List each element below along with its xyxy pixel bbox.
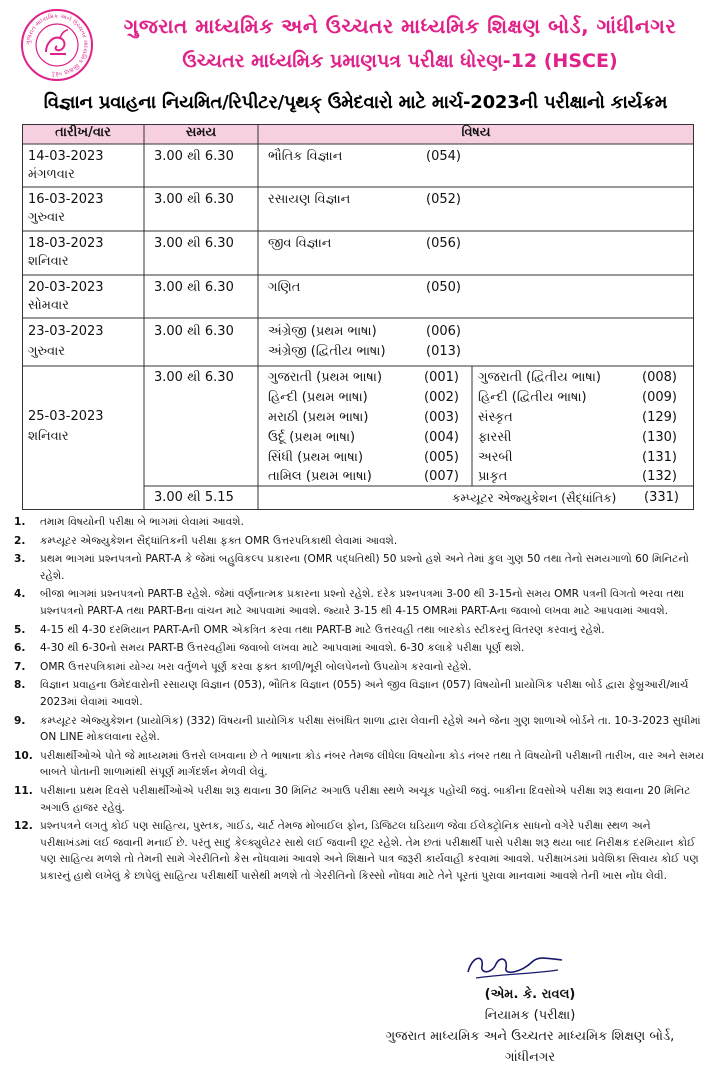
instruction-item — [14, 514, 704, 531]
instruction-number: 8. — [14, 679, 26, 692]
instructions-list — [14, 514, 704, 886]
row-date: 25-03-2023 — [28, 409, 104, 424]
instruction-text: પરીક્ષાના પ્રથમ દિવસે પરીક્ષાર્થીઓએ પરીક્ષા શરૂ થવાના 30 મિનિટ અગાઉ પરીક્ષા સ્થળે અચૂક પહોંચી જવું. બાકીના દિવસોએ પરીક્ષા શરૂ થવાના 20 મિનિટ અગાઉ હાજર રહેવું. — [40, 784, 691, 814]
language-subject-code: (008) — [642, 370, 677, 385]
exam-schedule-table — [22, 124, 694, 510]
instruction-item — [14, 783, 704, 816]
language-subject-code: (003) — [424, 410, 459, 425]
row-time: 3.00 થી 6.30 — [154, 149, 234, 164]
row-day: ગુરુવાર — [28, 210, 66, 225]
board-title: ગુજરાત માધ્યમિક અને ઉચ્ચતર માધ્યમિક શિક્ષણ બોર્ડ, ગાંધીનગર — [123, 14, 677, 38]
language-subject-name: ફારસી — [478, 430, 512, 445]
row-date: 16-03-2023 — [28, 192, 104, 207]
row-time: 3.00 થી 6.30 — [154, 280, 234, 295]
instruction-text: કમ્પ્યૂટર એજ્યુકેશન સૈદ્ધાંતિકની પરીક્ષા ફક્ત OMR ઉત્તરપત્રિકાથી લેવામાં આવશે. — [40, 534, 398, 547]
header-time: સમય — [185, 125, 217, 140]
row-day: સોમવાર — [28, 298, 69, 313]
instruction-item — [14, 818, 704, 884]
computer-subject-code: (331) — [644, 490, 679, 505]
instruction-number: 10. — [14, 749, 33, 762]
instruction-number: 6. — [14, 642, 26, 655]
row-time: 3.00 થી 5.15 — [154, 490, 234, 505]
instruction-text: 4-30 થી 6-30નો સમય PART-B ઉત્તરવહીમાં જવાબો લખવા માટે આપવામાં આવશે. 6-30 કલાકે પરીક્ષા પૂર્ણ થશે. — [40, 642, 525, 655]
instruction-item — [14, 748, 704, 781]
language-subject-name: ગુજરાતી (દ્વિતીય ભાષા) — [478, 370, 601, 385]
subject-name: અંગ્રેજી (દ્વિતીય ભાષા) — [268, 344, 386, 359]
subject-code: (054) — [426, 149, 461, 164]
instruction-text: પરીક્ષાર્થીઓએ પોતે જે માધ્યમમાં ઉત્તરો લખવાના છે તે ભાષાના કોડ નંબર તેમજ લીધેલા વિષયોના કોડ નંબર તથા તે વિષયોની પરીક્ષાની તારીખ, વાર અને સમય બાબતે પોતાની શાળામાંથી સંપૂર્ણ માર્ગદર્શન મેળવી લેવું. — [40, 749, 704, 779]
instruction-item — [14, 659, 704, 676]
language-subject-code: (007) — [424, 469, 459, 484]
language-subject-name: સંસ્કૃત — [478, 410, 513, 425]
language-subject-name: અરબી — [478, 450, 513, 465]
language-subject-name: ગુજરાતી (પ્રથમ ભાષા) — [268, 370, 383, 385]
signatory-city: ગાંધીનગર — [504, 1050, 556, 1065]
subject-name: ગણિત — [268, 280, 301, 295]
signatory-organization: ગુજરાત માધ્યમિક અને ઉચ્ચતર માધ્યમિક શિક્ષણ બોર્ડ, — [385, 1029, 675, 1044]
instruction-item — [14, 586, 704, 619]
instruction-text: વિજ્ઞાન પ્રવાહના ઉમેદવારોની રસાયણ વિજ્ઞાન (053), ભૌતિક વિજ્ઞાન (055) અને જીવ વિજ્ઞાન (057) વિષયોની પ્રાયોગિક પરીક્ષા બોર્ડ દ્વારા ફેબ્રુઆરી/માર્ચ 2023માં લેવામાં આવશે. — [40, 679, 689, 708]
instruction-number: 2. — [14, 534, 26, 547]
row-time: 3.00 થી 6.30 — [154, 324, 234, 339]
subject-name: અંગ્રેજી (પ્રથમ ભાષા) — [268, 324, 377, 339]
svg-text:ગુજરાત માધ્યમિક અને ઉચ્ચતર માધ: ગુજરાત માધ્યમિક અને ઉચ્ચતર માધ્યમિક શિક્ષણ બોર્ડ — [24, 12, 90, 78]
language-subject-name: તામિલ (પ્રથમ ભાષા) — [268, 469, 372, 484]
signatory-block — [380, 984, 680, 1068]
language-subject-code: (009) — [642, 390, 677, 405]
subject-code: (006) — [426, 324, 461, 339]
computer-subject-name: કમ્પ્યૂટર એજ્યુકેશન (સૈદ્ધાંતિક) — [452, 491, 617, 505]
subject-code: (052) — [426, 192, 461, 207]
instruction-number: 12. — [14, 820, 33, 833]
instruction-item — [14, 533, 704, 550]
language-subject-name: હિન્દી (પ્રથમ ભાષા) — [268, 390, 368, 405]
language-subject-code: (005) — [424, 450, 459, 465]
subject-name: રસાયણ વિજ્ઞાન — [268, 192, 351, 207]
subject-code: (050) — [426, 280, 461, 295]
instruction-item — [14, 677, 704, 710]
row-date: 23-03-2023 — [28, 324, 104, 339]
row-time: 3.00 થી 6.30 — [154, 370, 234, 385]
language-subject-code: (004) — [424, 430, 459, 445]
instruction-text: 4-15 થી 4-30 દરમિયાન PART-Aની OMR એકત્રિત કરવા તથા PART-B માટે ઉત્તરવહી તથા બારકોડ સ્ટીકરનું વિતરણ કરવાનું રહેશે. — [40, 623, 605, 636]
instruction-text: OMR ઉત્તરપત્રિકામાં યોગ્ય ખરા વર્તુળને પૂર્ણ કરવા ફક્ત કાળી/ભૂરી બોલપેનનો ઉપયોગ કરવાનો રહેશે. — [40, 660, 472, 673]
header-subject: વિષય — [461, 125, 491, 140]
instruction-item — [14, 622, 704, 639]
language-subject-code: (131) — [642, 450, 677, 465]
row-time: 3.00 થી 6.30 — [154, 192, 234, 207]
instruction-number: 5. — [14, 623, 26, 636]
schedule-subtitle: વિજ્ઞાન પ્રવાહના નિયમિત/રિપીટર/પૃથક્ ઉમેદવારો માટે માર્ચ-2023ની પરીક્ષાનો કાર્યક્રમ — [43, 92, 668, 113]
language-subject-name: પ્રાકૃત — [478, 469, 508, 484]
instruction-text: પ્રશ્નપત્રને લગતું કોઈ પણ સાહિત્ય, પુસ્તક, ગાઈડ, ચાર્ટ તેમજ મોબાઈલ ફોન, ડિજિટલ ઘડિયાળ જેવા ઈલેક્ટ્રોનિક સાધનો વગેરે પરીક્ષા સ્થળ અને પરીક્ષાખંડમાં લઈ જવાની મનાઈ છે. પરંતુ સાદું કેલ્ક્યુલેટર સાથે લઈ જવાની છૂટ રહેશે. તેમ છતાં પરીક્ષાર્થી પાસે પરીક્ષા શરૂ થયા બાદ નિરીક્ષક દરમિયાન કોઈ પણ સાહિત્ય મળશે તો તેમની સામે ગેરરીતિનો કેસ નોંધવામાં આવશે અને શિક્ષાને પાત્ર જરૂરી કાર્યવાહી કરવામાં આવશે. પરીક્ષાખંડમાં પ્રવેશિકા સિવાય કોઈ પણ પ્રકારનું હાથે લખેલું કે છાપેલું સાહિત્ય પરીક્ષાર્થી પાસેથી મળશે તો ગેરરીતિનો કિસ્સો નોંધવા માટે તેને પૂરતાં પુરાવા માનવામાં આવશે તેની ખાસ નોંધ લેવી. — [40, 820, 699, 882]
subject-code: (013) — [426, 344, 461, 359]
instruction-text: કમ્પ્યૂટર એજ્યુકેશન (પ્રાયોગિક) (332) વિષયની પ્રાયોગિક પરીક્ષા સંબંધિત શાળા દ્વારા લેવાની રહેશે અને જેના ગુણ શાળાએ બોર્ડને તા. 10-3-2023 સુધીમાં ON LINE મોકલવાના રહેશે. — [40, 714, 701, 744]
row-day: ગુરુવાર — [28, 344, 66, 359]
instruction-number: 11. — [14, 784, 33, 797]
instruction-number: 9. — [14, 714, 26, 727]
instruction-text: તમામ વિષયોની પરીક્ષા બે ભાગમાં લેવામાં આવશે. — [40, 516, 244, 528]
subject-name: જીવ વિજ્ઞાન — [268, 236, 332, 251]
row-day: મંગળવાર — [28, 167, 75, 182]
row-day: શનિવાર — [28, 429, 69, 444]
instruction-number: 1. — [14, 516, 26, 528]
instruction-item — [14, 713, 704, 746]
subject-code: (056) — [426, 236, 461, 251]
instruction-number: 7. — [14, 660, 26, 673]
language-subject-name: ઉર્દૂ (પ્રથમ ભાષા) — [268, 430, 356, 445]
language-subject-code: (130) — [642, 430, 677, 445]
signature-mark — [462, 948, 572, 984]
language-subject-name: સિંધી (પ્રથમ ભાષા) — [268, 450, 364, 465]
row-date: 20-03-2023 — [28, 280, 104, 295]
exam-title: ઉચ્ચતર માધ્યમિક પ્રમાણપત્ર પરીક્ષા ધોરણ-12 (HSCE) — [182, 50, 618, 72]
signatory-name: (એમ. કે. રાવલ) — [484, 987, 576, 1002]
header-date: તારીખ/વાર — [55, 125, 111, 140]
language-subject-code: (129) — [642, 410, 677, 425]
row-date: 14-03-2023 — [28, 149, 104, 164]
header — [0, 0, 711, 92]
row-time: 3.00 થી 6.30 — [154, 236, 234, 251]
signatory-designation: નિયામક (પરીક્ષા) — [484, 1008, 576, 1023]
language-subject-code: (001) — [424, 370, 459, 385]
instruction-item — [14, 551, 704, 584]
language-subject-code: (132) — [642, 469, 677, 484]
instruction-item — [14, 640, 704, 657]
board-seal-logo — [20, 8, 94, 82]
subject-name: ભૌતિક વિજ્ઞાન — [268, 149, 343, 164]
instruction-text: પ્રથમ ભાગમાં પ્રશ્નપત્રનો PART-A કે જેમાં બહુવિકલ્પ પ્રકારના (OMR પદ્ધતિથી) 50 પ્રશ્નો હશે અને તેમાં કુલ ગુણ 50 તથા તેનો સમયગાળો 60 મિનિટનો રહેશે. — [40, 553, 689, 582]
language-subject-name: મરાઠી (પ્રથમ ભાષા) — [268, 410, 369, 425]
row-date: 18-03-2023 — [28, 236, 104, 251]
language-subject-name: હિન્દી (દ્વિતીય ભાષા) — [478, 390, 587, 405]
instruction-number: 4. — [14, 588, 26, 601]
row-day: શનિવાર — [28, 254, 69, 269]
instruction-text: બીજા ભાગમાં પ્રશ્નપત્રનો PART-B રહેશે. જેમાં વર્ણનાત્મક પ્રકારના પ્રશ્નો રહેશે. દરેક પ્રશ્નપત્રમાં 3-00 થી 3-15નો સમય OMR પત્રની વિગતો ભરવા તથા પ્રશ્નપત્રનો PART-A તથા PART-Bના વાંચન માટે આપવામાં આવશે. જ્યારે 3-15 થી 4-15 OMRમાં PART-Aના જવાબો લખવા માટે આપવામાં આવશે. — [40, 588, 685, 617]
instruction-number: 3. — [14, 553, 26, 566]
language-subject-code: (002) — [424, 390, 459, 405]
